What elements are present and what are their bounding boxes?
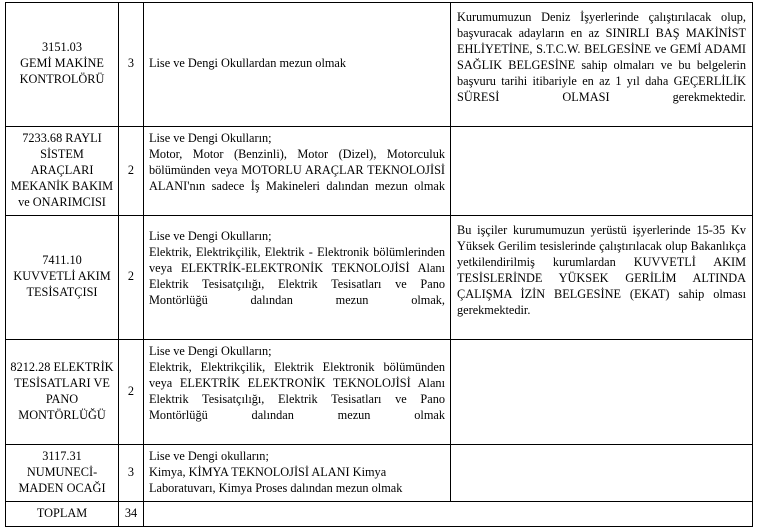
position-count-cell — [119, 126, 144, 215]
total-label: TOPLAM — [36, 505, 88, 520]
position-count-value: 3 — [127, 56, 135, 71]
position-count-cell — [119, 215, 144, 339]
requirement-line: Lise ve Dengi Okulların; — [149, 229, 272, 244]
requirement-line: Elektrik, Elektrikçilik, Elektrik - Elektronik bölümlerinden veya ELEKTRİK-ELEKTRONİK TEKNOLOJİSİ Alanı Elektrik Tesisatçılığı, Elektrik Tesisatları ve Pano Montörlüğü dalından mezun olmak, — [149, 245, 445, 308]
position-count-value: 3 — [127, 464, 135, 479]
position-title-line: ARAÇLARI — [30, 162, 94, 177]
position-title-line: TESİSATÇISI — [26, 285, 98, 300]
position-title-line: 8212.28 ELEKTRİK — [10, 359, 114, 374]
requirement-line: Kimya, KİMYA TEKNOLOJİSİ ALANI Kimya Laboratuvarı, Kimya Proses dalından mezun olmak — [149, 464, 403, 495]
position-count-cell — [119, 444, 144, 501]
position-count-value: 2 — [127, 162, 135, 177]
total-count-cell — [119, 501, 144, 526]
position-title-line: TESİSATLARI VE — [14, 375, 110, 390]
requirements-cell — [144, 215, 451, 339]
position-title-line: MEKANİK BAKIM — [10, 178, 114, 193]
position-title-line: KONTROLÖRÜ — [19, 72, 105, 87]
requirement-line: Lise ve Dengi Okullardan mezun olmak — [149, 56, 347, 71]
notes-cell — [451, 3, 753, 127]
table-row — [6, 126, 753, 215]
notes-text — [457, 466, 746, 482]
notes-cell — [451, 215, 753, 339]
position-title-cell — [6, 215, 119, 339]
position-title-cell — [6, 126, 119, 215]
notes-text — [457, 164, 746, 180]
requirement-line: Lise ve Dengi Okulların; — [149, 130, 272, 145]
notes-cell — [451, 339, 753, 444]
notes-text: Bu işçiler kurumumuzun yerüstü işyerlerinde 15-35 Kv Yüksek Gerilim tesislerinde çalıştırılacak olup Bakanlıkça yetkilendirilmiş kurumlardan KUVVETLİ AKIM TESİSLERİNDE YÜKSEK GERİLİM ALTINDA ÇALIŞMA İZİN BELGESİNE (EKAT) sahip olması gerekmektedir. — [457, 222, 746, 317]
table-total-row — [6, 501, 753, 526]
position-title-line: PANO — [45, 391, 79, 406]
position-title-line: 7411.10 — [42, 253, 82, 268]
table-row — [6, 444, 753, 501]
requirement-line: Motor, Motor (Benzinli), Motor (Dizel), Motorculuk bölümünden veya MOTORLU ARAÇLAR TEKNOLOJİSİ ALANI'nın sadece İş Makineleri dalından mezun olmak — [149, 146, 445, 193]
position-title-line: MONTÖRLÜĞÜ — [18, 407, 106, 422]
position-title-line: GEMİ MAKİNE — [20, 56, 104, 71]
position-count-cell — [119, 3, 144, 127]
position-title-cell — [6, 3, 119, 127]
position-count-value: 2 — [127, 383, 135, 398]
position-title-cell — [6, 444, 119, 501]
position-title-line: SİSTEM — [40, 146, 84, 161]
table-row — [6, 3, 753, 127]
position-title-line: KUVVETLİ AKIM — [13, 269, 111, 284]
requirements-cell — [144, 339, 451, 444]
position-title-line: MADEN OCAĞI — [18, 480, 106, 495]
table-row — [6, 339, 753, 444]
requirements-cell — [144, 444, 451, 501]
position-title-line: NUMUNECİ- — [26, 464, 98, 479]
requirement-line: Lise ve Dengi Okulların; — [149, 343, 272, 358]
notes-cell — [451, 444, 753, 501]
position-title-line: 3151.03 — [42, 40, 82, 55]
position-count-cell — [119, 339, 144, 444]
total-count-value: 34 — [124, 505, 138, 520]
requirement-line: Elektrik, Elektrikçilik, Elektrik Elektronik bölümünden veya ELEKTRİK ELEKTRONİK TEKNOLOJİSİ Alanı Elektrik Tesisatçılığı, Elektrik Tesisatları ve Pano Montörlüğü dalından mezun olmak — [149, 359, 445, 422]
position-title-line: 7233.68 RAYLI — [22, 130, 102, 145]
job-positions-table — [5, 2, 753, 527]
notes-text: Kurumumuzun Deniz İşyerlerinde çalıştırılacak olup, başvuracak adayların en az SINIRLI BAŞ MAKİNİST EHLİYETİNE, S.T.C.W. BELGESİNE ve GEMİ ADAMI SAĞLIK BELGESİNE sahip olmaları ve bu belgelerin başvuru tarihi itibariyle en az 1 yıl daha GEÇERLİLİK SÜRESİ OLMASI gerekmektedir. — [457, 10, 746, 104]
table-body — [6, 3, 753, 527]
requirement-line: Lise ve Dengi okulların; — [149, 448, 269, 463]
requirements-cell — [144, 126, 451, 215]
position-title-cell — [6, 339, 119, 444]
requirements-cell — [144, 3, 451, 127]
position-title-line: 3117.31 — [42, 448, 82, 463]
total-label-cell — [6, 501, 119, 526]
total-empty-cell — [144, 501, 753, 526]
position-count-value: 2 — [127, 269, 135, 284]
notes-text — [457, 385, 746, 401]
notes-cell — [451, 126, 753, 215]
table-row — [6, 215, 753, 339]
position-title-line: ve ONARIMCISI — [18, 194, 106, 209]
